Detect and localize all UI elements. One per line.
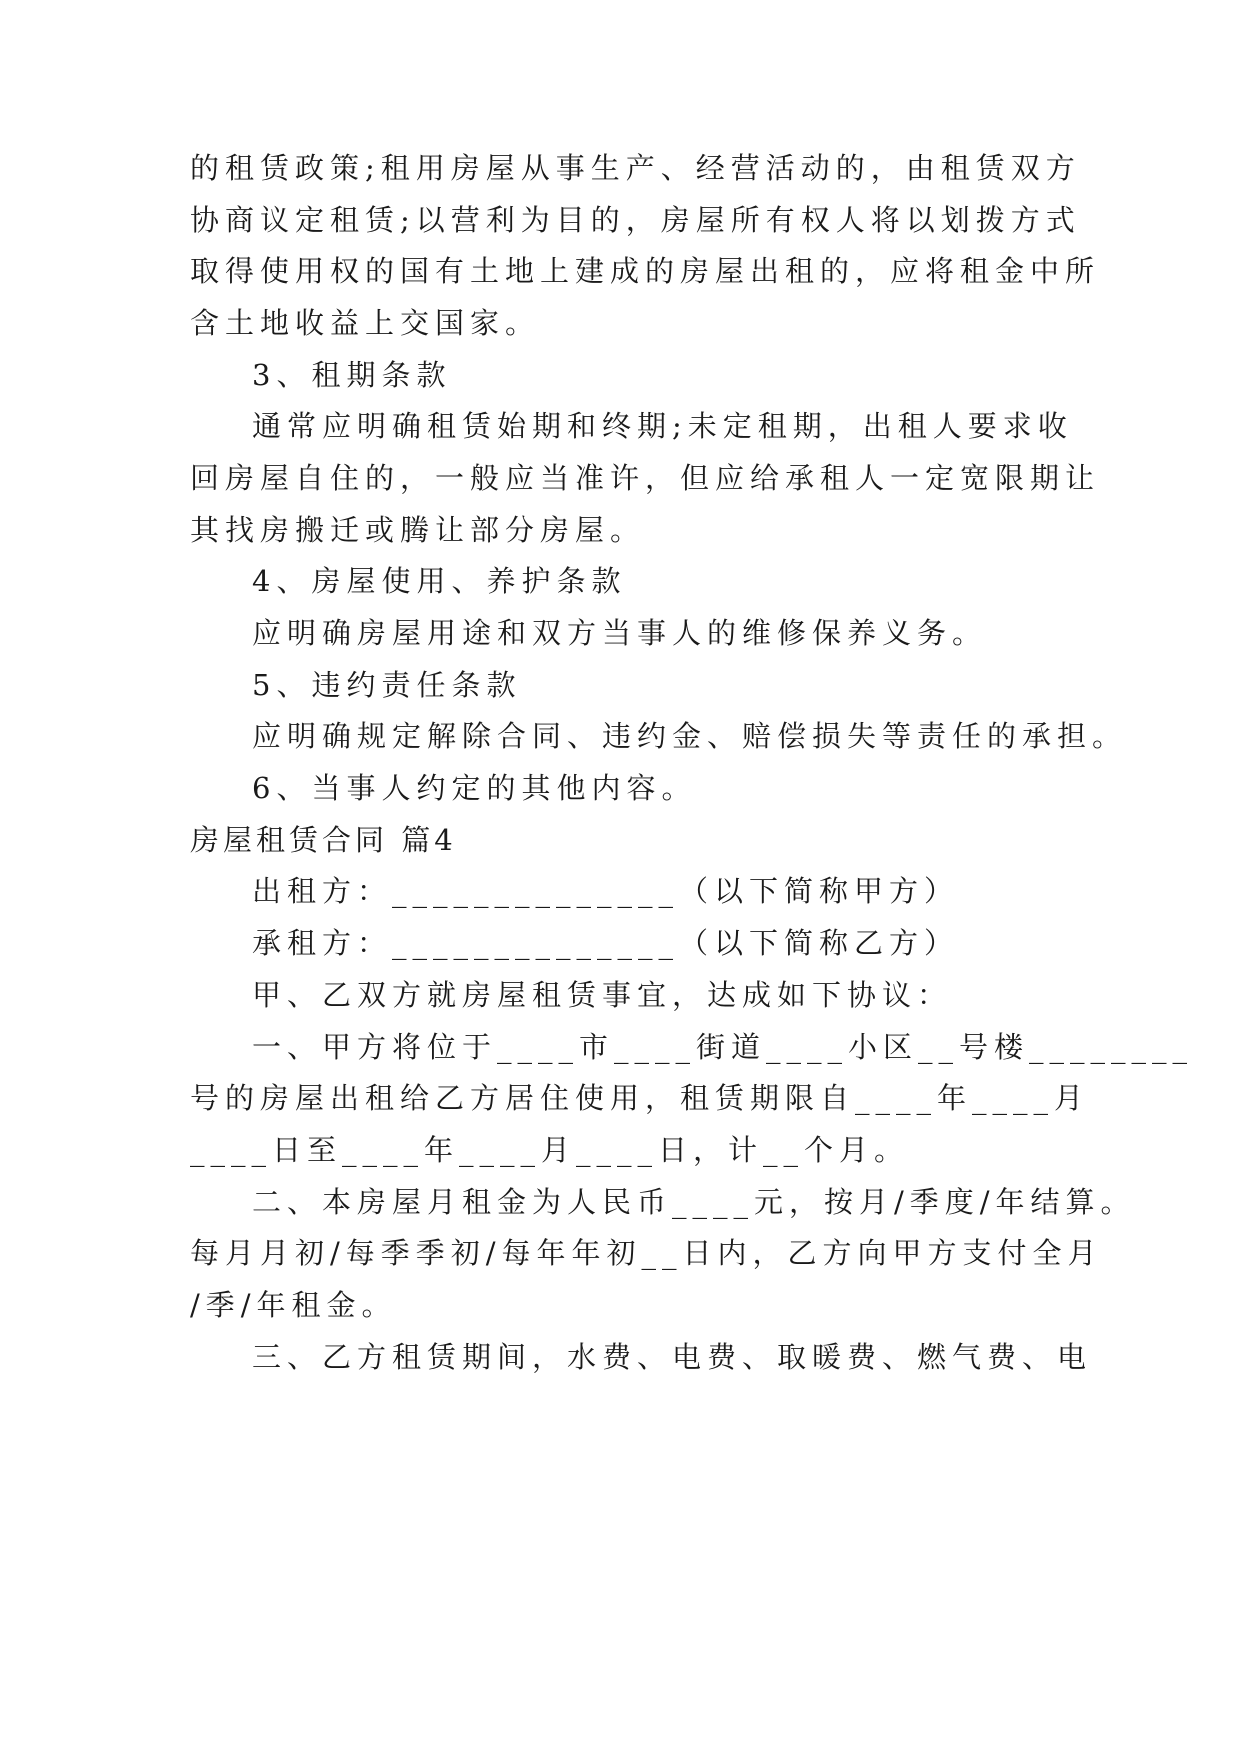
section-heading: 6、当事人约定的其他内容。 <box>252 771 697 805</box>
paragraph-line: 通常应明确租赁始期和终期;未定租期，出租人要求收 <box>252 409 1073 443</box>
paragraph-line: ____日至____年____月____日，计__个月。 <box>190 1133 910 1167</box>
clause-line: 二、本房屋月租金为人民币____元，按月/季度/年结算。 <box>252 1185 1136 1219</box>
paragraph-line: 取得使用权的国有土地上建成的房屋出租的，应将租金中所 <box>190 254 1101 288</box>
paragraph-line: 号的房屋出租给乙方居住使用，租赁期限自____年____月 <box>190 1081 1090 1115</box>
lessor-line: 出租方：______________（以下简称甲方） <box>252 874 960 908</box>
paragraph-line: 每月月初/每季季初/每年年初__日内，乙方向甲方支付全月 <box>190 1236 1103 1270</box>
paragraph-line: /季/年租金。 <box>190 1288 397 1322</box>
section-heading: 3、租期条款 <box>252 358 452 392</box>
paragraph-line: 协商议定租赁;以营利为目的，房屋所有权人将以划拨方式 <box>190 203 1081 237</box>
lessee-line: 承租方：______________（以下简称乙方） <box>252 926 960 960</box>
paragraph-line: 应明确规定解除合同、违约金、赔偿损失等责任的承担。 <box>252 719 1128 753</box>
paragraph-line: 含土地收益上交国家。 <box>190 306 541 340</box>
paragraph-line: 甲、乙双方就房屋租赁事宜，达成如下协议： <box>252 978 953 1012</box>
paragraph-line: 应明确房屋用途和双方当事人的维修保养义务。 <box>252 616 988 650</box>
paragraph-line: 回房屋自住的，一般应当准许，但应给承租人一定宽限期让 <box>190 461 1101 495</box>
section-heading: 4、房屋使用、养护条款 <box>252 564 627 598</box>
paragraph-line: 其找房搬迁或腾让部分房屋。 <box>190 513 646 547</box>
clause-line: 一、甲方将位于____市____街道____小区__号楼________ <box>252 1030 1194 1064</box>
section-heading: 5、违约责任条款 <box>252 668 522 702</box>
clause-line: 三、乙方租赁期间，水费、电费、取暖费、燃气费、电 <box>252 1340 1093 1374</box>
contract-title: 房屋租赁合同 篇4 <box>190 823 457 857</box>
paragraph-line: 的租赁政策;租用房屋从事生产、经营活动的，由租赁双方 <box>190 151 1081 185</box>
